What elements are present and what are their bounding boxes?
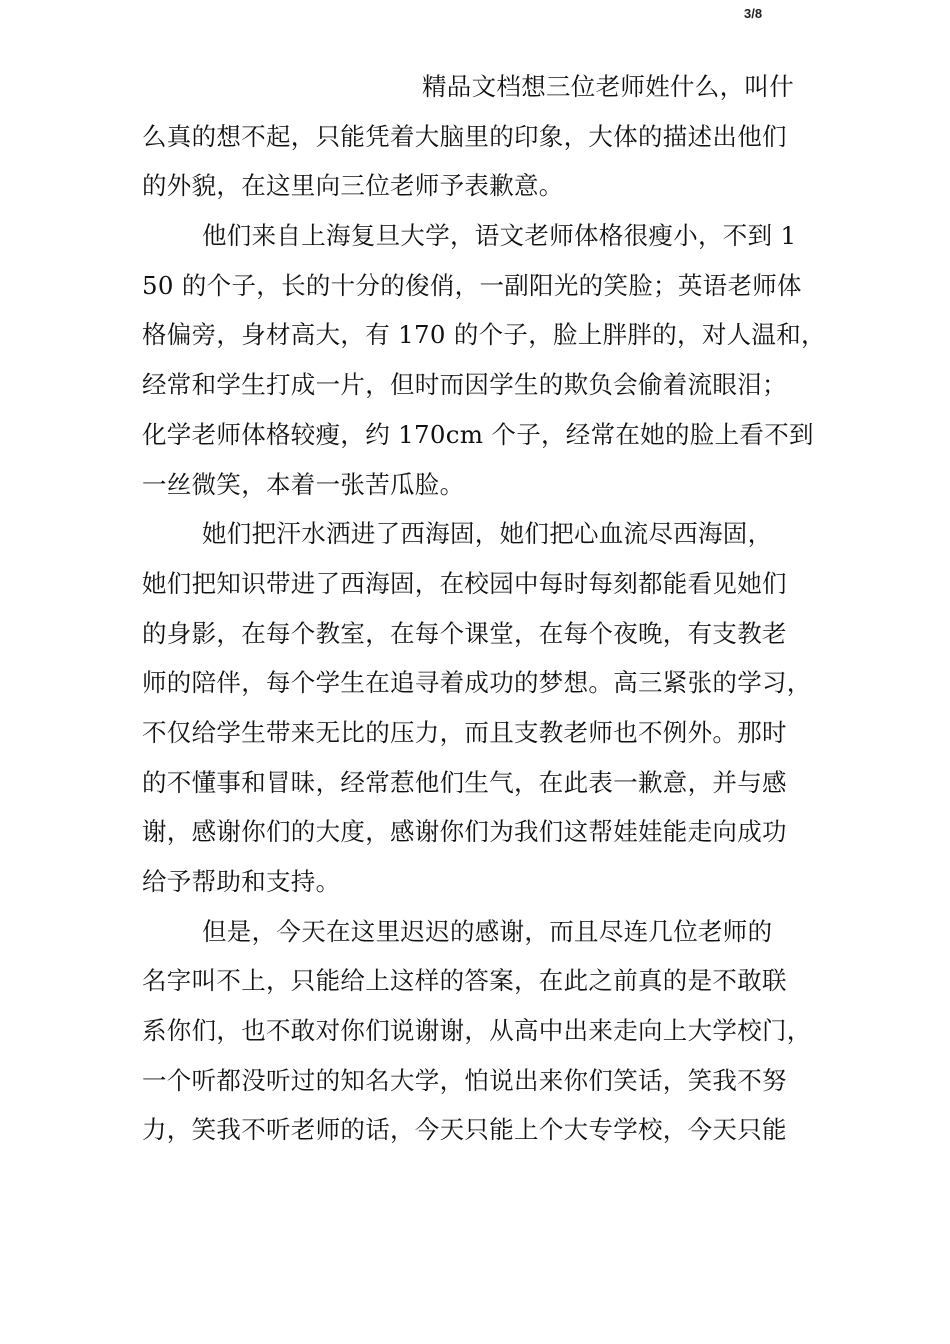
text-line: 格偏旁，身材高大，有 170 的个子，脸上胖胖的，对人温和，: [142, 320, 826, 350]
text-line: 但是，今天在这里迟迟的感谢，而且尽连几位老师的: [202, 916, 773, 946]
text-line: 的身影，在每个教室，在每个课堂，在每个夜晚，有支教老: [142, 618, 787, 648]
text-line: 她们把汗水洒进了西海固，她们把心血流尽西海固，: [202, 519, 773, 549]
text-line: 她们把知识带进了西海固，在校园中每时每刻都能看见她们: [142, 568, 787, 598]
page-number: 3/8: [744, 6, 763, 21]
text-line: 谢，感谢你们的大度，感谢你们为我们这帮娃娃能走向成功: [142, 817, 787, 847]
text-line: 50 的个子，长的十分的俊俏，一副阳光的笑脸；英语老师体: [142, 270, 802, 300]
text-line: 名字叫不上，只能给上这样的答案，在此之前真的是不敢联: [142, 966, 787, 996]
text-line: 师的陪伴，每个学生在追寻着成功的梦想。高三紧张的学习，: [142, 668, 812, 698]
text-line: 不仅给学生带来无比的压力，而且支教老师也不例外。那时: [142, 717, 787, 747]
text-line: 化学老师体格较瘦，约 170cm 个子，经常在她的脸上看不到: [142, 419, 814, 449]
text-line: 精品文档想三位老师姓什么，叫什: [422, 72, 794, 101]
text-line: 的外貌，在这里向三位老师予表歉意。: [142, 171, 564, 201]
text-line: 么真的想不起，只能凭着大脑里的印象，大体的描述出他们: [142, 121, 787, 151]
text-line: 的不懂事和冒昧，经常惹他们生气，在此表一歉意，并与感: [142, 767, 787, 797]
text-line: 一丝微笑，本着一张苦瓜脸。: [142, 469, 465, 499]
document-body: [142, 62, 826, 1155]
text-line: 系你们，也不敢对你们说谢谢，从高中出来走向上大学校门，: [142, 1016, 812, 1046]
text-line: 力，笑我不听老师的话，今天只能上个大专学校，今天只能: [142, 1115, 787, 1145]
text-line: 给予帮助和支持。: [142, 867, 341, 896]
text-line: 他们来自上海复旦大学，语文老师体格很瘦小，不到 1: [202, 221, 797, 251]
text-line: 经常和学生打成一片，但时而因学生的欺负会偷着流眼泪；: [142, 370, 787, 400]
text-line: 一个听都没听过的知名大学，怕说出来你们笑话，笑我不努: [142, 1065, 787, 1095]
